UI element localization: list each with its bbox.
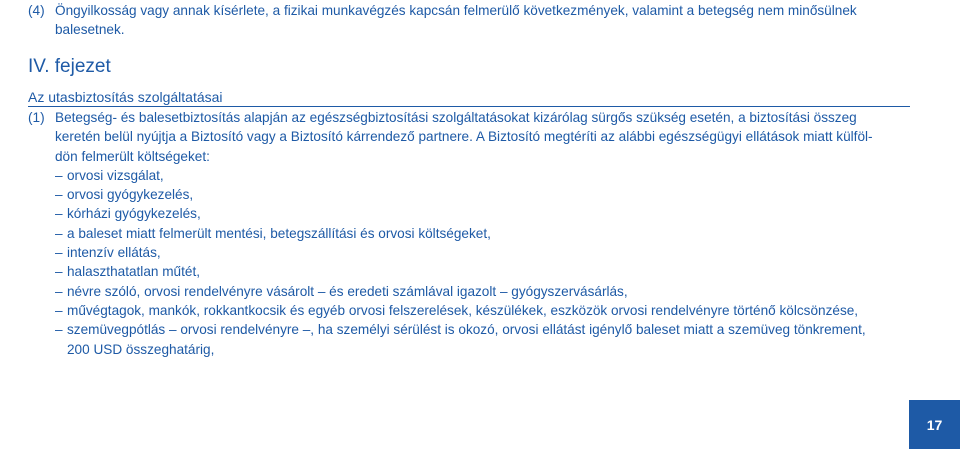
list-item-text: szemüvegpótlás – orvosi rendelvényre –, ha személyi sérülést is okozó, orvosi ellátást igénylő baleset miatt a szemüveg tönkrement,	[67, 322, 866, 338]
list-dash: –	[55, 167, 63, 183]
list-item-text: orvosi vizsgálat,	[67, 167, 164, 183]
list-item-text: intenzív ellátás,	[67, 245, 161, 261]
list-dash: –	[55, 225, 63, 241]
page-number: 17	[926, 416, 943, 433]
page-number-badge	[909, 400, 960, 449]
list-dash: –	[55, 322, 63, 338]
section-heading: Az utasbiztosítás szolgáltatásai	[28, 88, 910, 107]
paragraph-line: keretén belül nyújtja a Biztosító vagy a Biztosító kárrendező partnere. A Biztosító megtéríti az alábbi egészségügyi ellátások miatt külföl-	[55, 129, 873, 145]
covered-services-list	[28, 166, 928, 359]
list-item-text: művégtagok, mankók, rokkantkocsik és egyéb orvosi felszerelések, készülékek, eszközök orvosi rendelvényre történő kölcsönzése,	[67, 302, 859, 318]
list-item-text: kórházi gyógykezelés,	[67, 206, 201, 222]
list-item	[28, 185, 928, 204]
paragraph-number: (4)	[28, 3, 45, 18]
list-item	[28, 301, 928, 320]
list-item-text: a baleset miatt felmerült mentési, betegszállítási és orvosi költségeket,	[67, 225, 491, 241]
paragraph-1	[28, 108, 928, 359]
paragraph-line: Öngyilkosság vagy annak kísérlete, a fizikai munkavégzés kapcsán felmerülő következmények, valamint a betegség nem minősülnek	[55, 3, 857, 18]
list-item-text: orvosi gyógykezelés,	[67, 187, 194, 203]
list-item-text: névre szóló, orvosi rendelvényre vásárolt – és eredeti számlával igazolt – gyógyszervásárlás,	[67, 283, 628, 299]
list-dash: –	[55, 206, 63, 222]
list-item	[28, 320, 928, 359]
list-item	[28, 262, 928, 281]
paragraph-line: dön felmerült költségeket:	[55, 148, 210, 164]
paragraph-line: Betegség- és balesetbiztosítás alapján az egészségbiztosítási szolgáltatásokat kizárólag sürgős szükség esetén, a biztosítási összeg	[55, 110, 857, 125]
list-dash: –	[55, 264, 63, 280]
chapter-title: IV. fejezet	[28, 56, 111, 77]
list-dash: –	[55, 283, 63, 299]
list-dash: –	[55, 187, 63, 203]
list-item-text: halaszthatatlan műtét,	[67, 264, 200, 280]
list-dash: –	[55, 245, 63, 261]
list-item	[28, 204, 928, 223]
list-item	[28, 282, 928, 301]
paragraph-4	[28, 1, 928, 39]
paragraph-number: (1)	[28, 110, 45, 125]
list-item	[28, 166, 928, 185]
list-item	[28, 224, 928, 243]
list-dash: –	[55, 302, 63, 318]
list-item-continuation: 200 USD összeghatárig,	[67, 341, 215, 357]
paragraph-line: balesetnek.	[55, 22, 125, 37]
list-item	[28, 243, 928, 262]
